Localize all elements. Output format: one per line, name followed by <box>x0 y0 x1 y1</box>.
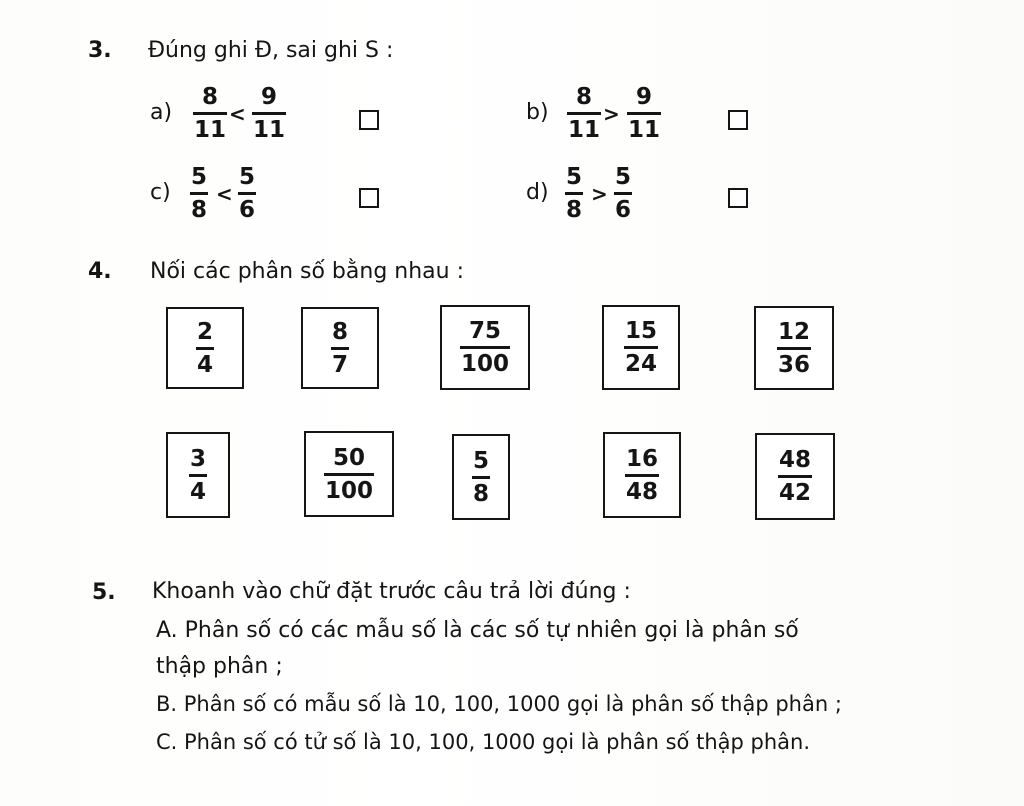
fraction-bar <box>565 192 583 195</box>
card-denominator: 4 <box>196 351 213 378</box>
q3b-operator: > <box>603 102 620 126</box>
card-fraction <box>331 319 349 378</box>
fraction-bar <box>625 474 659 477</box>
card-denominator: 8 <box>472 480 489 507</box>
q3c-right-numerator: 5 <box>239 164 256 190</box>
q3b-left-denominator: 11 <box>568 117 601 143</box>
q3d-left-numerator: 5 <box>566 164 583 190</box>
q3c-left-numerator: 5 <box>191 164 208 190</box>
card-denominator: 48 <box>625 478 658 505</box>
fraction-bar <box>460 346 510 349</box>
card-denominator: 4 <box>189 478 206 505</box>
q3b-right-fraction <box>627 84 661 143</box>
fraction-bar <box>331 347 349 350</box>
fraction-bar <box>627 112 661 115</box>
card-fraction <box>196 319 214 378</box>
card-fraction <box>625 446 659 505</box>
q3a-left-denominator: 11 <box>194 117 227 143</box>
q3b-right-denominator: 11 <box>628 117 661 143</box>
card-numerator: 50 <box>332 444 365 471</box>
card-numerator: 75 <box>468 318 501 344</box>
q3b-label: b) <box>526 100 549 125</box>
q3c-operator: < <box>216 182 233 206</box>
q3c-label: c) <box>150 180 171 205</box>
card-fraction <box>460 318 510 377</box>
card-denominator: 24 <box>624 351 657 377</box>
q5-choice-a-line1[interactable]: A. Phân số có các mẫu số là các số tự nhiên gọi là phân số <box>156 618 799 643</box>
q3d-right-denominator: 6 <box>615 197 632 223</box>
fraction-bar <box>624 346 658 349</box>
q5-choice-c[interactable]: C. Phân số có tử số là 10, 100, 1000 gọi là phân số thập phân. <box>156 730 810 754</box>
fraction-bar <box>472 476 490 479</box>
q3d-right-numerator: 5 <box>615 164 632 190</box>
q4-card-row2-4[interactable] <box>603 432 681 518</box>
q3a-label: a) <box>150 100 173 125</box>
card-fraction <box>472 448 490 507</box>
q3b-left-numerator: 8 <box>576 84 593 110</box>
fraction-bar <box>190 192 208 195</box>
q5-title: Khoanh vào chữ đặt trước câu trả lời đúng : <box>152 579 631 604</box>
card-denominator: 7 <box>331 351 348 378</box>
q4-card-row2-2[interactable] <box>304 431 394 517</box>
fraction-bar <box>324 473 374 476</box>
q5-choice-a-line2[interactable]: thập phân ; <box>156 654 283 679</box>
q3d-left-fraction <box>565 164 583 223</box>
q3c-left-fraction <box>190 164 208 223</box>
q4-card-row1-1[interactable] <box>166 307 244 389</box>
card-numerator: 48 <box>778 447 811 473</box>
fraction-bar <box>777 347 811 350</box>
q4-card-row1-4[interactable] <box>602 305 680 390</box>
q4-card-row2-5[interactable] <box>755 433 835 520</box>
q4-number: 4. <box>88 259 112 284</box>
q3-number: 3. <box>88 38 112 63</box>
fraction-bar <box>252 112 286 115</box>
fraction-bar <box>193 112 227 115</box>
q3c-answer-box[interactable] <box>359 188 379 208</box>
q3b-right-numerator: 9 <box>636 84 653 110</box>
q3c-left-denominator: 8 <box>191 197 208 223</box>
q3c-right-denominator: 6 <box>239 197 256 223</box>
q3a-right-numerator: 9 <box>261 84 278 110</box>
card-fraction <box>778 447 812 506</box>
card-fraction <box>777 319 811 378</box>
q4-card-row1-3[interactable] <box>440 305 530 390</box>
card-denominator: 100 <box>460 351 509 377</box>
fraction-bar <box>196 347 214 350</box>
card-fraction <box>324 445 374 504</box>
q3a-answer-box[interactable] <box>359 110 379 130</box>
q3a-right-fraction <box>252 84 286 143</box>
card-numerator: 16 <box>625 445 658 472</box>
card-numerator: 15 <box>624 318 657 344</box>
q5-choice-b[interactable]: B. Phân số có mẫu số là 10, 100, 1000 gọi là phân số thập phân ; <box>156 692 842 716</box>
fraction-bar <box>778 475 812 478</box>
fraction-bar <box>567 112 601 115</box>
fraction-bar <box>238 192 256 195</box>
q5-number: 5. <box>92 580 116 605</box>
card-denominator: 100 <box>324 477 373 504</box>
q3a-operator: < <box>229 102 246 126</box>
q3c-right-fraction <box>238 164 256 223</box>
q3d-left-denominator: 8 <box>566 197 583 223</box>
card-numerator: 12 <box>777 318 810 345</box>
q3a-left-fraction <box>193 84 227 143</box>
card-numerator: 8 <box>331 318 348 345</box>
fraction-bar <box>614 192 632 195</box>
q4-title: Nối các phân số bằng nhau : <box>150 259 464 284</box>
card-numerator: 2 <box>196 318 213 345</box>
fraction-bar <box>189 474 207 477</box>
q3d-operator: > <box>591 182 608 206</box>
card-numerator: 5 <box>472 447 489 474</box>
q4-card-row2-1[interactable] <box>166 432 230 518</box>
q3d-right-fraction <box>614 164 632 223</box>
q4-card-row1-5[interactable] <box>754 306 834 390</box>
card-numerator: 3 <box>189 445 206 472</box>
card-fraction <box>189 446 207 505</box>
card-fraction <box>624 318 658 377</box>
q4-card-row1-2[interactable] <box>301 307 379 389</box>
q3d-label: d) <box>526 180 549 205</box>
q4-card-row2-3[interactable] <box>452 434 510 520</box>
q3d-answer-box[interactable] <box>728 188 748 208</box>
card-denominator: 36 <box>777 351 810 378</box>
q3a-left-numerator: 8 <box>202 84 219 110</box>
q3b-left-fraction <box>567 84 601 143</box>
q3b-answer-box[interactable] <box>728 110 748 130</box>
q3-title: Đúng ghi Đ, sai ghi S : <box>148 38 394 63</box>
card-denominator: 42 <box>778 480 811 506</box>
q3a-right-denominator: 11 <box>253 117 286 143</box>
